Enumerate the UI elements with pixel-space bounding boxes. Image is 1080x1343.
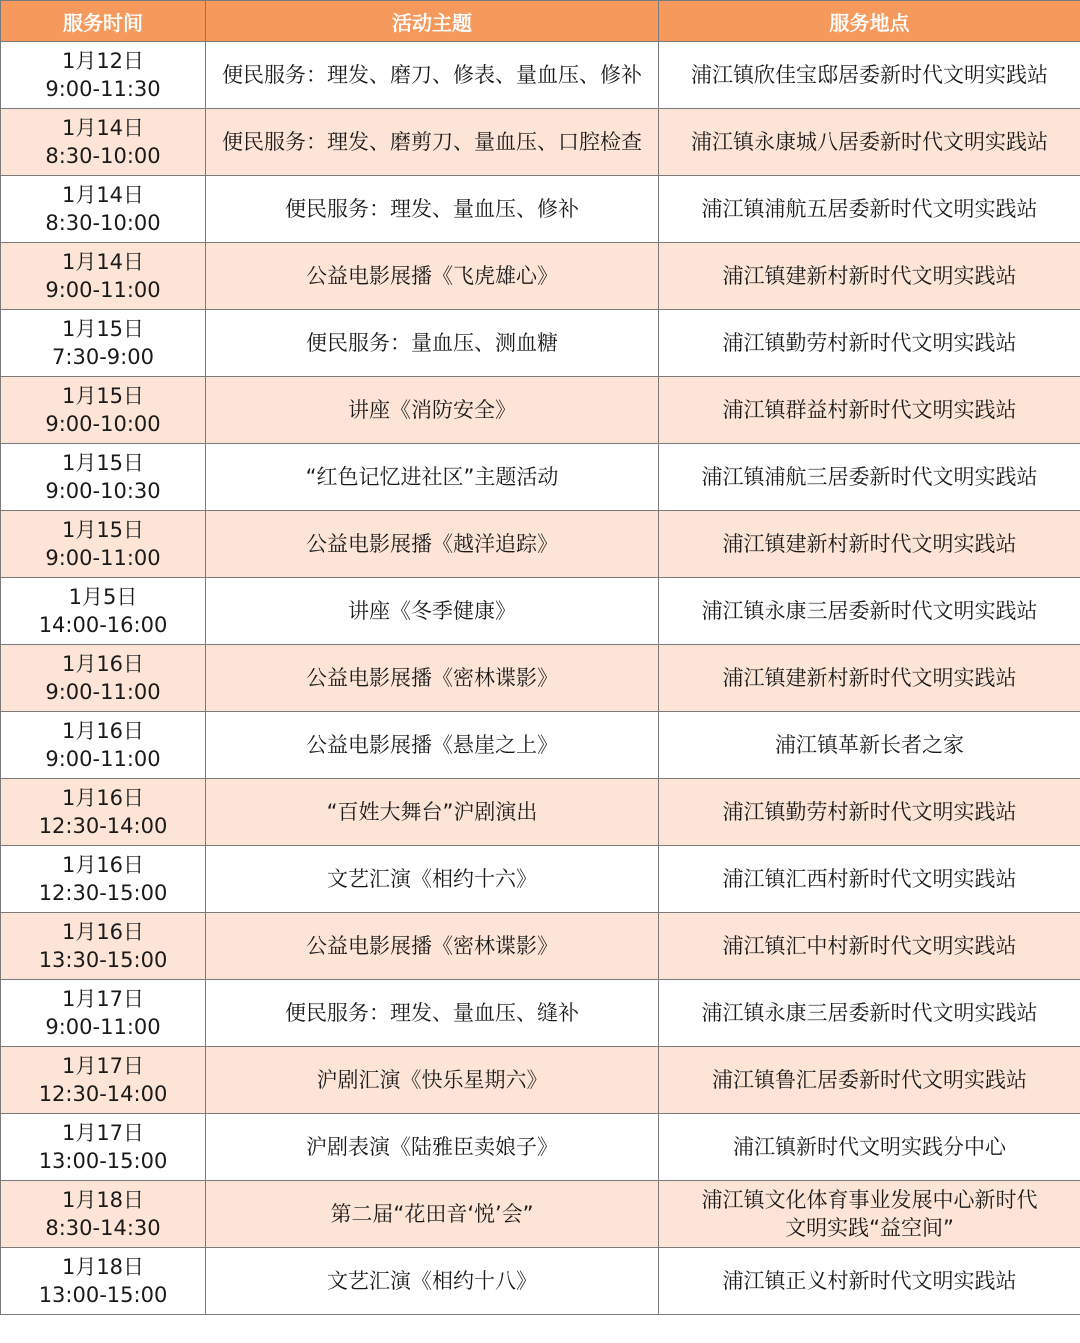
service-location-cell bbox=[659, 913, 1080, 980]
activity-topic-cell: 文艺汇演《相约十八》 bbox=[206, 1248, 659, 1315]
activity-topic-cell: 便民服务：理发、磨刀、修表、量血压、修补 bbox=[206, 42, 659, 109]
activity-topic-cell: 公益电影展播《悬崖之上》 bbox=[206, 712, 659, 779]
activity-topic-cell: 第二届“花田音‘悦’会” bbox=[206, 1181, 659, 1248]
service-date: 1月16日 bbox=[61, 920, 145, 944]
table-row bbox=[1, 1114, 1080, 1181]
service-date: 1月15日 bbox=[61, 451, 145, 475]
service-hours: 9:00-11:00 bbox=[45, 546, 161, 570]
service-time-cell bbox=[1, 645, 206, 712]
service-date: 1月14日 bbox=[61, 250, 145, 274]
service-date: 1月17日 bbox=[61, 1121, 145, 1145]
service-hours: 9:00-11:00 bbox=[45, 747, 161, 771]
service-location-cell bbox=[659, 1248, 1080, 1315]
location-line: 浦江镇正义村新时代文明实践站 bbox=[722, 1269, 1017, 1293]
service-hours: 7:30-9:00 bbox=[52, 345, 154, 369]
service-date: 1月14日 bbox=[61, 116, 145, 140]
location-line: 浦江镇鲁汇居委新时代文明实践站 bbox=[712, 1068, 1027, 1092]
service-time-cell bbox=[1, 444, 206, 511]
activity-topic-cell: “红色记忆进社区”主题活动 bbox=[206, 444, 659, 511]
service-date: 1月17日 bbox=[61, 1054, 145, 1078]
activity-topic-cell: 讲座《冬季健康》 bbox=[206, 578, 659, 645]
activity-topic-cell: 公益电影展播《密林谍影》 bbox=[206, 645, 659, 712]
service-date: 1月16日 bbox=[61, 786, 145, 810]
location-line: 浦江镇文化体育事业发展中心新时代 bbox=[701, 1188, 1038, 1212]
service-date: 1月15日 bbox=[61, 384, 145, 408]
service-hours: 13:00-15:00 bbox=[38, 1283, 168, 1307]
table-row bbox=[1, 109, 1080, 176]
table-row bbox=[1, 980, 1080, 1047]
location-line: 浦江镇勤劳村新时代文明实践站 bbox=[722, 800, 1017, 824]
activity-topic-cell: 公益电影展播《飞虎雄心》 bbox=[206, 243, 659, 310]
activity-topic-cell: 便民服务：量血压、测血糖 bbox=[206, 310, 659, 377]
header-service-location: 服务地点 bbox=[659, 1, 1080, 42]
location-line: 浦江镇欣佳宝邸居委新时代文明实践站 bbox=[691, 63, 1048, 87]
location-line: 文明实践“益空间” bbox=[785, 1216, 954, 1240]
service-time-cell bbox=[1, 109, 206, 176]
location-line: 浦江镇群益村新时代文明实践站 bbox=[722, 398, 1017, 422]
service-time-cell bbox=[1, 846, 206, 913]
service-date: 1月18日 bbox=[61, 1255, 145, 1279]
service-hours: 13:30-15:00 bbox=[38, 948, 168, 972]
header-service-time: 服务时间 bbox=[1, 1, 206, 42]
service-location-cell bbox=[659, 310, 1080, 377]
table-row bbox=[1, 1047, 1080, 1114]
table-row bbox=[1, 176, 1080, 243]
location-line: 浦江镇永康城八居委新时代文明实践站 bbox=[691, 130, 1048, 154]
location-line: 浦江镇建新村新时代文明实践站 bbox=[722, 666, 1017, 690]
service-time-cell bbox=[1, 243, 206, 310]
service-time-cell bbox=[1, 176, 206, 243]
service-location-cell bbox=[659, 109, 1080, 176]
table-body bbox=[1, 42, 1080, 1315]
service-time-cell bbox=[1, 1114, 206, 1181]
table-row bbox=[1, 846, 1080, 913]
service-location-cell bbox=[659, 712, 1080, 779]
table-row bbox=[1, 712, 1080, 779]
location-line: 浦江镇勤劳村新时代文明实践站 bbox=[722, 331, 1017, 355]
table-row bbox=[1, 578, 1080, 645]
service-time-cell bbox=[1, 913, 206, 980]
table-row bbox=[1, 444, 1080, 511]
service-date: 1月17日 bbox=[61, 987, 145, 1011]
location-line: 浦江镇汇西村新时代文明实践站 bbox=[722, 867, 1017, 891]
location-line: 浦江镇汇中村新时代文明实践站 bbox=[722, 934, 1017, 958]
service-location-cell bbox=[659, 377, 1080, 444]
location-line: 浦江镇永康三居委新时代文明实践站 bbox=[701, 1001, 1038, 1025]
service-hours: 12:30-14:00 bbox=[38, 1082, 168, 1106]
location-line: 浦江镇新时代文明实践分中心 bbox=[733, 1135, 1006, 1159]
service-date: 1月16日 bbox=[61, 652, 145, 676]
location-line: 浦江镇建新村新时代文明实践站 bbox=[722, 532, 1017, 556]
service-location-cell bbox=[659, 444, 1080, 511]
table-row bbox=[1, 1248, 1080, 1315]
activity-topic-cell: “百姓大舞台”沪剧演出 bbox=[206, 779, 659, 846]
table-row bbox=[1, 243, 1080, 310]
activity-topic-cell: 便民服务：理发、量血压、修补 bbox=[206, 176, 659, 243]
table-row bbox=[1, 377, 1080, 444]
activity-topic-cell: 沪剧表演《陆雅臣卖娘子》 bbox=[206, 1114, 659, 1181]
service-time-cell bbox=[1, 511, 206, 578]
service-hours: 13:00-15:00 bbox=[38, 1149, 168, 1173]
activity-topic-cell: 文艺汇演《相约十六》 bbox=[206, 846, 659, 913]
service-time-cell bbox=[1, 1248, 206, 1315]
table-row bbox=[1, 913, 1080, 980]
service-date: 1月15日 bbox=[61, 317, 145, 341]
location-line: 浦江镇浦航三居委新时代文明实践站 bbox=[701, 465, 1038, 489]
service-hours: 9:00-10:00 bbox=[45, 412, 161, 436]
service-date: 1月16日 bbox=[61, 719, 145, 743]
service-time-cell bbox=[1, 42, 206, 109]
service-time-cell bbox=[1, 1181, 206, 1248]
service-date: 1月14日 bbox=[61, 183, 145, 207]
location-line: 浦江镇革新长者之家 bbox=[775, 733, 964, 757]
service-location-cell bbox=[659, 779, 1080, 846]
table-row bbox=[1, 42, 1080, 109]
service-location-cell bbox=[659, 1181, 1080, 1248]
service-time-cell bbox=[1, 980, 206, 1047]
service-location-cell bbox=[659, 980, 1080, 1047]
table-row bbox=[1, 779, 1080, 846]
header-row bbox=[1, 1, 1080, 42]
service-location-cell bbox=[659, 42, 1080, 109]
activity-topic-cell: 讲座《消防安全》 bbox=[206, 377, 659, 444]
service-date: 1月18日 bbox=[61, 1188, 145, 1212]
service-hours: 9:00-11:00 bbox=[45, 1015, 161, 1039]
service-hours: 12:30-15:00 bbox=[38, 881, 168, 905]
service-hours: 9:00-11:30 bbox=[45, 77, 161, 101]
service-hours: 8:30-10:00 bbox=[45, 144, 161, 168]
table-row bbox=[1, 645, 1080, 712]
service-time-cell bbox=[1, 377, 206, 444]
service-location-cell bbox=[659, 243, 1080, 310]
table-row bbox=[1, 1181, 1080, 1248]
service-hours: 12:30-14:00 bbox=[38, 814, 168, 838]
service-date: 1月5日 bbox=[68, 585, 138, 609]
service-time-cell bbox=[1, 779, 206, 846]
service-location-cell bbox=[659, 645, 1080, 712]
location-line: 浦江镇永康三居委新时代文明实践站 bbox=[701, 599, 1038, 623]
location-line: 浦江镇浦航五居委新时代文明实践站 bbox=[701, 197, 1038, 221]
activity-topic-cell: 便民服务：理发、量血压、缝补 bbox=[206, 980, 659, 1047]
service-hours: 9:00-11:00 bbox=[45, 680, 161, 704]
service-location-cell bbox=[659, 846, 1080, 913]
activity-topic-cell: 沪剧汇演《快乐星期六》 bbox=[206, 1047, 659, 1114]
service-time-cell bbox=[1, 310, 206, 377]
service-location-cell bbox=[659, 1114, 1080, 1181]
service-date: 1月16日 bbox=[61, 853, 145, 877]
service-location-cell bbox=[659, 176, 1080, 243]
service-hours: 8:30-10:00 bbox=[45, 211, 161, 235]
table-row bbox=[1, 310, 1080, 377]
activity-topic-cell: 公益电影展播《密林谍影》 bbox=[206, 913, 659, 980]
service-hours: 9:00-11:00 bbox=[45, 278, 161, 302]
service-location-cell bbox=[659, 1047, 1080, 1114]
service-time-cell bbox=[1, 712, 206, 779]
activity-topic-cell: 便民服务：理发、磨剪刀、量血压、口腔检查 bbox=[206, 109, 659, 176]
service-location-cell bbox=[659, 578, 1080, 645]
service-hours: 14:00-16:00 bbox=[38, 613, 168, 637]
header-activity-topic: 活动主题 bbox=[206, 1, 659, 42]
service-hours: 9:00-10:30 bbox=[45, 479, 161, 503]
table-row bbox=[1, 511, 1080, 578]
service-date: 1月15日 bbox=[61, 518, 145, 542]
activity-topic-cell: 公益电影展播《越洋追踪》 bbox=[206, 511, 659, 578]
location-line: 浦江镇建新村新时代文明实践站 bbox=[722, 264, 1017, 288]
service-date: 1月12日 bbox=[61, 49, 145, 73]
service-hours: 8:30-14:30 bbox=[45, 1216, 161, 1240]
service-time-cell bbox=[1, 1047, 206, 1114]
service-time-cell bbox=[1, 578, 206, 645]
service-location-cell bbox=[659, 511, 1080, 578]
